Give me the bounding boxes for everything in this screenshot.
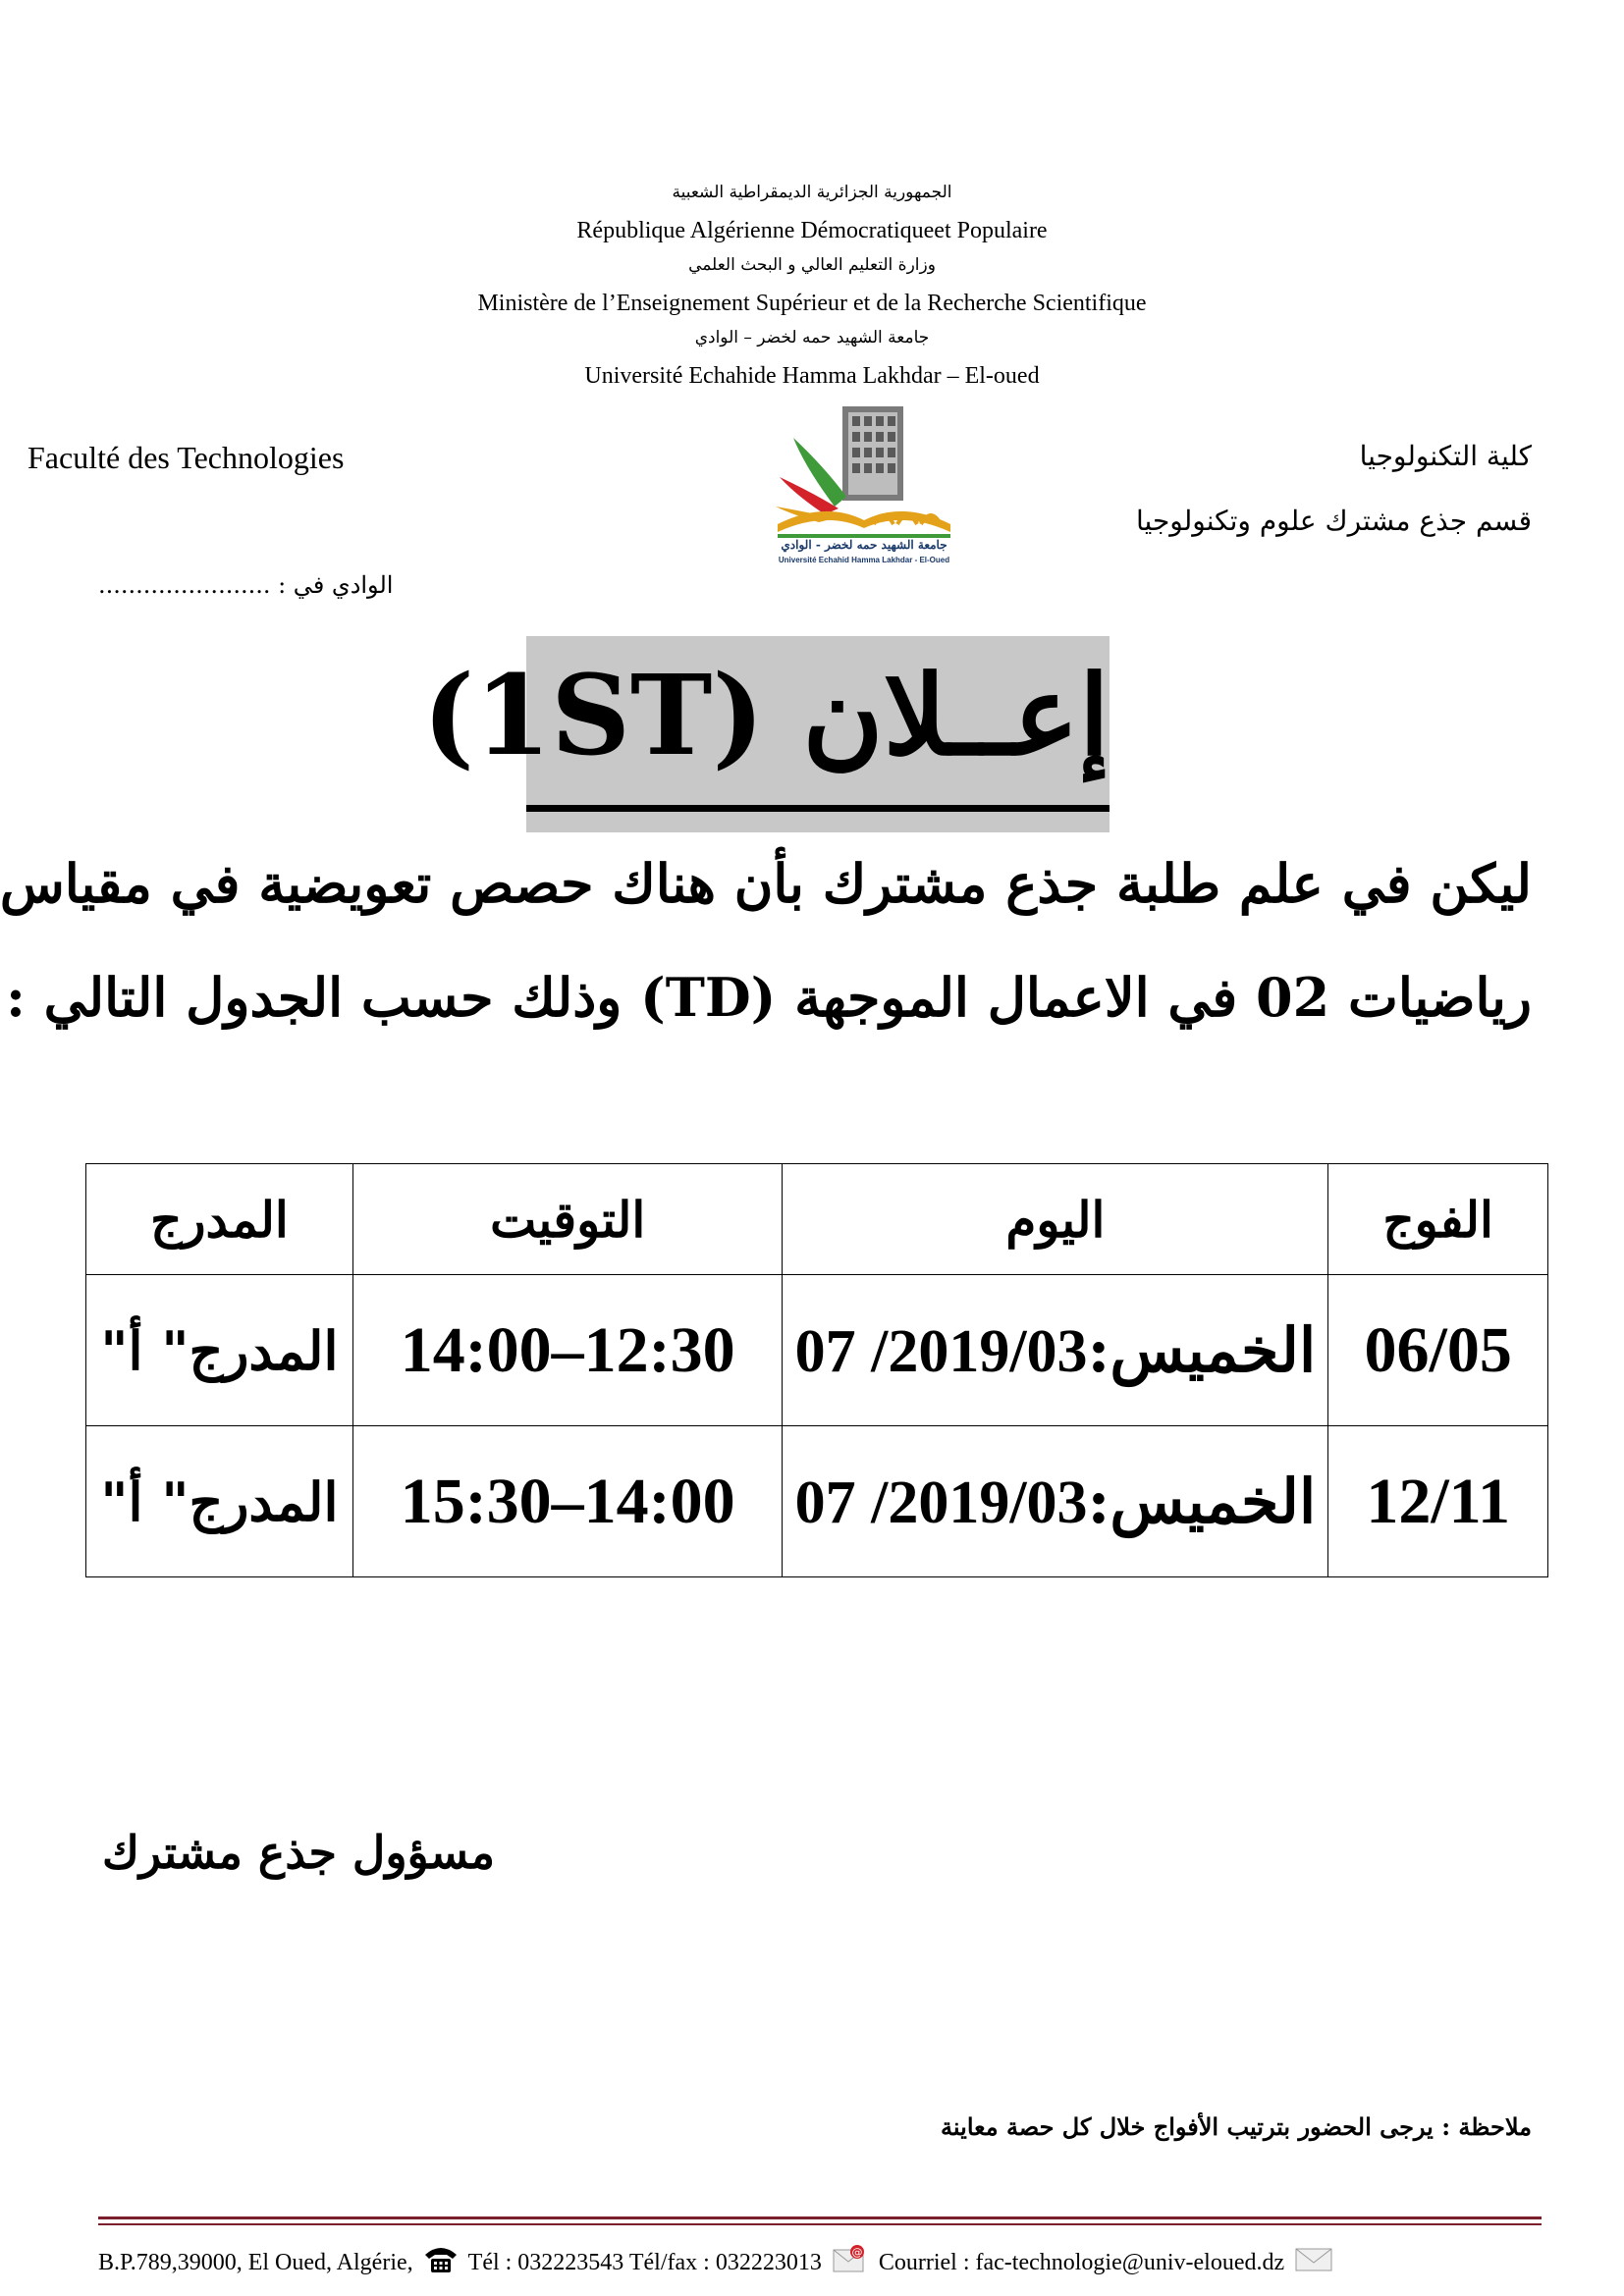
attendance-note: ملاحظة : يرجى الحضور بترتيب الأفواج خلال كل حصة معاينة — [941, 2112, 1532, 2141]
time-cell: 14:00–12:30 — [352, 1275, 783, 1426]
header-group: الفوج — [1328, 1164, 1548, 1275]
group-cell: 12/11 — [1328, 1426, 1548, 1577]
telephone-icon — [423, 2245, 459, 2281]
department-name-ar: قسم جذع مشترك علوم وتكنولوجيا — [1135, 505, 1532, 537]
header-hall: المدرج — [86, 1164, 353, 1275]
hall-cell: المدرج" أ" — [86, 1275, 353, 1426]
announcement-title: إعــلان (1ST) — [422, 652, 1110, 780]
day-date: 07 /2019/03 — [794, 1317, 1088, 1385]
email-at-icon — [832, 2244, 869, 2282]
footer-phone: Tél : 032223543 Tél/fax : 032223013 — [467, 2250, 822, 2275]
table-header-row — [86, 1164, 1548, 1275]
time-cell: 15:30–14:00 — [352, 1426, 783, 1577]
header-day: اليوم — [783, 1164, 1328, 1275]
signature-title: مسؤول جذع مشترك — [102, 1826, 495, 1879]
footer-address: B.P.789,39000, El Oued, Algérie, — [98, 2250, 413, 2275]
announcement-title-box — [422, 636, 1110, 832]
day-cell — [783, 1275, 1328, 1426]
schedule-table — [85, 1163, 1548, 1577]
ministry-ar: وزارة التعليم العالي و البحث العلمي — [688, 255, 936, 275]
footer-divider — [98, 2216, 1542, 2219]
date-line: الوادي في : ....................... — [98, 571, 394, 599]
announcement-line-2: رياضيات 02 في الاعمال الموجهة (TD) وذلك حسب الجدول التالي : — [5, 966, 1532, 1029]
day-date: 07 /2019/03 — [794, 1468, 1088, 1536]
day-name: الخميس: — [1087, 1313, 1317, 1386]
ministry-fr: Ministère de l’Enseignement Supérieur et de la Recherche Scientifique — [477, 291, 1147, 316]
republic-fr: République Algérienne Démocratiqueet Populaire — [576, 218, 1048, 243]
header-time: التوقيت — [352, 1164, 783, 1275]
logo-text-ar: جامعة الشهيد حمه لخضر - الوادي — [781, 538, 947, 552]
announcement-line-1: ليكن في علم طلبة جذع مشترك بأن هناك حصص تعويضية في مقياس — [0, 852, 1532, 915]
university-ar: جامعة الشهيد حمه لخضر – الوادي — [694, 328, 930, 347]
footer — [98, 2244, 1542, 2282]
day-name: الخميس: — [1087, 1465, 1317, 1537]
footer-divider-secondary — [98, 2223, 1542, 2225]
svg-text:@: @ — [851, 2246, 863, 2259]
university-logo — [766, 399, 962, 571]
hall-cell: المدرج" أ" — [86, 1426, 353, 1577]
day-cell — [783, 1426, 1328, 1577]
faculty-name-fr: Faculté des Technologies — [27, 440, 345, 475]
footer-email: Courriel : fac-technologie@univ-eloued.dz — [878, 2250, 1285, 2275]
faculty-name-ar: كلية التكنولوجيا — [1359, 440, 1532, 472]
group-cell: 06/05 — [1328, 1275, 1548, 1426]
logo-text-fr: Université Echahid Hamma Lakhdar - El-Oued — [778, 556, 950, 564]
table-row — [86, 1426, 1548, 1577]
table-row — [86, 1275, 1548, 1426]
university-fr: Université Echahide Hamma Lakhdar – El-oued — [584, 363, 1040, 389]
republic-ar: الجمهورية الجزائرية الديمقراطية الشعبية — [672, 183, 952, 202]
envelope-icon — [1294, 2245, 1333, 2281]
title-underline — [526, 805, 1110, 812]
